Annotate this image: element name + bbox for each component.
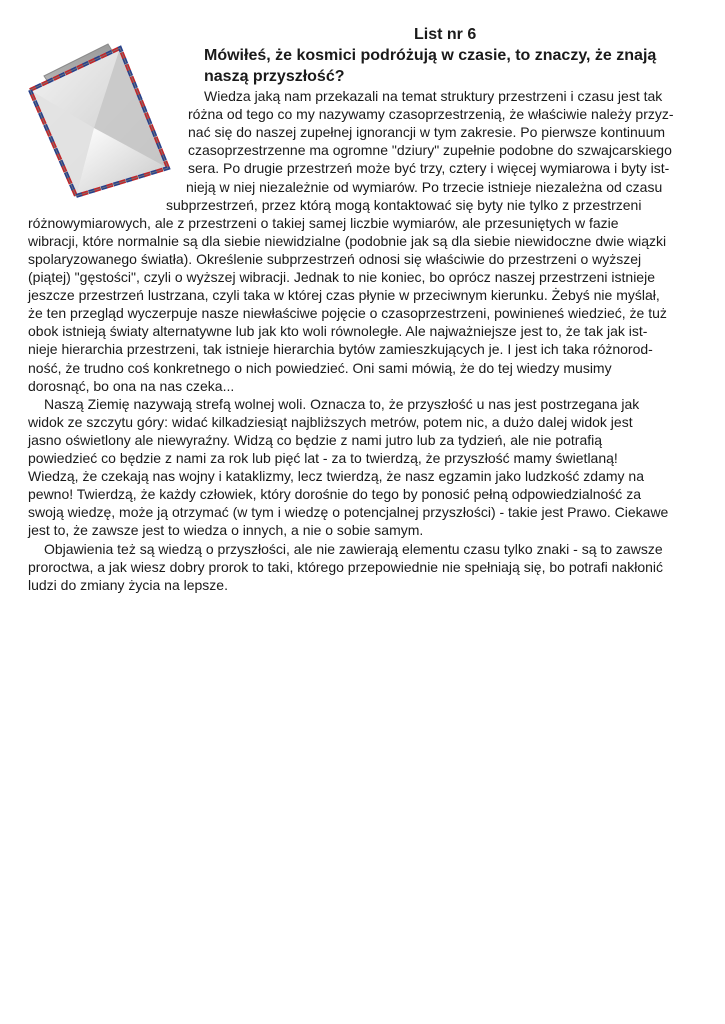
text-line: (piątej) "gęstości", czyli o wyższej wibracji. Jednak to nie koniec, bo oprócz naszej przestrzeni istnieje [28,269,655,285]
text-line: różnowymiarowych, ale z przestrzeni o takiej samej liczbie wymiarów, ale przesuniętych w fazie [28,214,619,231]
text-line: Naszą Ziemię nazywają strefą wolnej woli. Oznacza to, że przyszłość u nas jest postrzegana jak [44,395,640,412]
text-line: wibracji, które normalnie są dla siebie niewidzialne (podobnie jak są dla siebie niewidoczne dwie wiązki [28,232,667,249]
text-line: czasoprzestrzenne ma ogromne "dziury" zupełnie podobne do szwajcarskiego [188,142,672,159]
text-line: widok ze szczytu góry: widać kilkadziesiąt najbliższych metrów, potem nic, a dużo dalej widok jest [28,413,633,430]
letter-question [204,45,704,87]
text-line: dorosnąć, bo ona na nas czeka... [28,377,235,394]
text-line: jasno oświetlony ale niewyraźny. Widzą co będzie z nami jutro lub za tydzień, ale nie potrafią [28,431,603,448]
text-line: obok istnieją światy alternatywne lub jak kto woli równoległe. Ale najważniejsze jest to, że tak jak ist- [28,323,648,340]
text-line: proroctwa, a jak wiesz dobry prorok to taki, którego przepowiednie nie spełniają się, bo potrafi nakłonić [28,558,664,575]
text-line: Wiedzą, że czekają nas wojny i kataklizmy, lecz twierdzą, że nasz egzamin jako ludzkość zdamy na [28,468,644,485]
text-line: różna od tego co my nazywamy czasoprzestrzenią, że właściwie należy przyz- [188,106,674,123]
text-line: jest to, że zawsze jest to wiedza o innych, a nie o sobie samym. [28,522,424,539]
text-line: nać się do naszej zupełnej ignorancji w tym zakresie. Po pierwsze kontinuum [188,124,666,141]
text-line: Objawienia też są wiedzą o przyszłości, ale nie zawierają elementu czasu tylko znaki - są to zawsze [44,540,663,557]
text-line: subprzestrzeń, przez którą mogą kontaktować się byty nie tylko z przestrzeni [166,196,642,213]
text-line: pewno! Twierdzą, że każdy człowiek, który dorośnie do tego by ponosić pełną odpowiedzialność za [28,486,641,503]
question-line: naszą przyszłość? [204,68,345,85]
text-line: swoją wiedzę, może ją otrzymać (w tym i wiedzę o potencjalnej przyszłości) - takie jest Prawo. Ciekawe [28,504,669,521]
text-line: Wiedza jaką nam przekazali na temat struktury przestrzeni i czasu jest tak [204,88,663,104]
text-line: ludzi do zmiany życia na lepsze. [28,576,228,593]
text-line: nieją w niej niezależnie od wymiarów. Po trzecie istnieje niezależna od czasu [186,178,663,195]
question-line: Mówiłeś, że kosmici podróżują w czasie, to znaczy, że znają [204,47,657,64]
text-line: spolaryzowanego światła). Określenie subprzestrzeń odnosi się właściwie do przestrzeni o wyższej [28,250,642,267]
text-line: ność, że trudno coś konkretnego o nich powiedzieć. Oni sami mówią, że do tej wiedzy musimy [28,359,612,376]
text-line: że ten przegląd wyczerpuje nasze niewłaściwe pojęcie o czasoprzestrzeni, powinieneś wiedzieć, że tuż [28,305,667,322]
text-line: powiedzieć co będzie z nami za rok lub pięć lat - za to twierdzą, że przyszłość mamy świetlaną! [28,450,618,466]
text-line: jeszcze przestrzeń lustrzana, czyli taka w której czas płynie w przeciwnym kierunku. Żebyś nie myślał, [28,287,660,304]
text-line: sera. Po drugie przestrzeń może być trzy, cztery i więcej wymiarowa i byty ist- [188,160,670,177]
text-line: nieje hierarchia przestrzeni, tak istnieje hierarchia bytów zamieszkujących je. I jest ich taka różnorod- [28,341,653,358]
envelope-icon [24,40,174,200]
letter-title: List nr 6 [414,26,477,43]
